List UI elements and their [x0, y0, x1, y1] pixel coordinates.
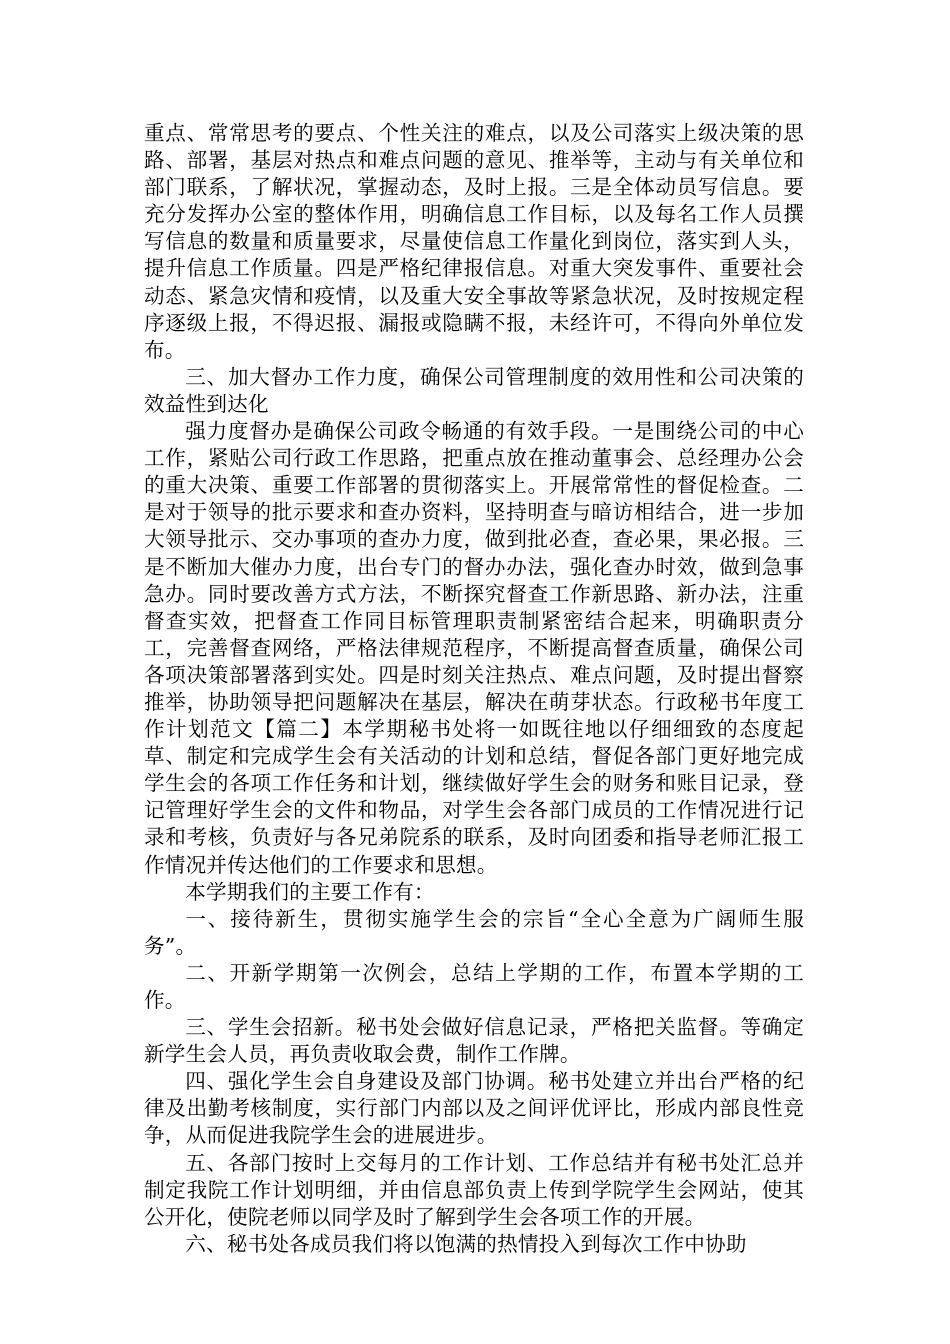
- list-item-3: 三、学生会招新。秘书处会做好信息记录，严格把关监督。等确定新学生会人员，再负责收取会费，制作工作牌。: [144, 1015, 804, 1067]
- list-item-4: 四、强化学生会自身建设及部门协调。秘书处建立并出台严格的纪律及出勤考核制度，实行部门内部以及之间评优评比，形成内部良性竞争，从而促进我院学生会的进展进步。: [144, 1069, 804, 1148]
- list-item-6: 六、秘书处各成员我们将以饱满的热情投入到每次工作中协助: [185, 1231, 747, 1256]
- document-body: [144, 120, 804, 1258]
- paragraph-supervision: 强力度督办是确保公司政令畅通的有效手段。一是围绕公司的中心工作，紧贴公司行政工作思路，把重点放在推动董事会、总经理办公会的重大决策、重要工作部署的贯彻落实上。开展常常性的督促检查。二是对于领导的批示要求和查办资料，坚持明查与暗访相结合，进一步加大领导批示、交办事项的查办力度，做到批必查，查必果，果必报。三是不断加大催办力度，出台专门的督办办法，强化查办时效，做到急事急办。同时要改善方式方法，不断探究督查工作新思路、新办法，注重督查实效，把督查工作同目标管理职责制紧密结合起来，明确职责分工，完善督查网络，严格法律规范程序，不断提高督查质量，确保公司各项决策部署落到实处。四是时刻关注热点、难点问题，及时提出督察推举，协助领导把问题解决在基层，解决在萌芽状态。行政秘书年度工作计划范文【篇二】本学期秘书处将一如既往地以仔细细致的态度起草、制定和完成学生会有关活动的计划和总结，督促各部门更好地完成学生会的各项工作任务和计划，继续做好学生会的财务和账目记录，登记管理好学生会的文件和物品，对学生会各部门成员的工作情况进行记录和考核，负责好与各兄弟院系的联系，及时向团委和指导老师汇报工作情况并传达他们的工作要求和思想。: [144, 419, 804, 877]
- paragraph-main-work-intro: 本学期我们的主要工作有：: [185, 879, 435, 904]
- list-item-5: 五、各部门按时上交每月的工作计划、工作总结并有秘书处汇总并制定我院工作计划明细，并由信息部负责上传到学院学生会网站，使其公开化，使院老师以同学及时了解到学生会各项工作的开展。: [144, 1150, 804, 1229]
- paragraph-info-reporting: 重点、常常思考的要点、个性关注的难点，以及公司落实上级决策的思路、部署，基层对热点和难点问题的意见、推举等，主动与有关单位和部门联系，了解状况，掌握动态，及时上报。三是全体动员写信息。要充分发挥办公室的整体作用，明确信息工作目标，以及每名工作人员撰写信息的数量和质量要求，尽量使信息工作量化到岗位，落实到人头，提升信息工作质量。四是严格纪律报信息。对重大突发事件、重要社会动态、紧急灾情和疫情，以及重大安全事故等紧急状况，及时按规定程序逐级上报，不得迟报、漏报或隐瞒不报，未经许可，不得向外单位发布。: [144, 121, 804, 362]
- list-item-1: 一、接待新生，贯彻实施学生会的宗旨“全心全意为广阔师生服务”。: [144, 906, 804, 958]
- list-item-2: 二、开新学期第一次例会，总结上学期的工作，布置本学期的工作。: [144, 960, 804, 1012]
- section-heading-supervision: 三、加大督办工作力度，确保公司管理制度的效用性和公司决策的效益性到达化: [144, 364, 804, 416]
